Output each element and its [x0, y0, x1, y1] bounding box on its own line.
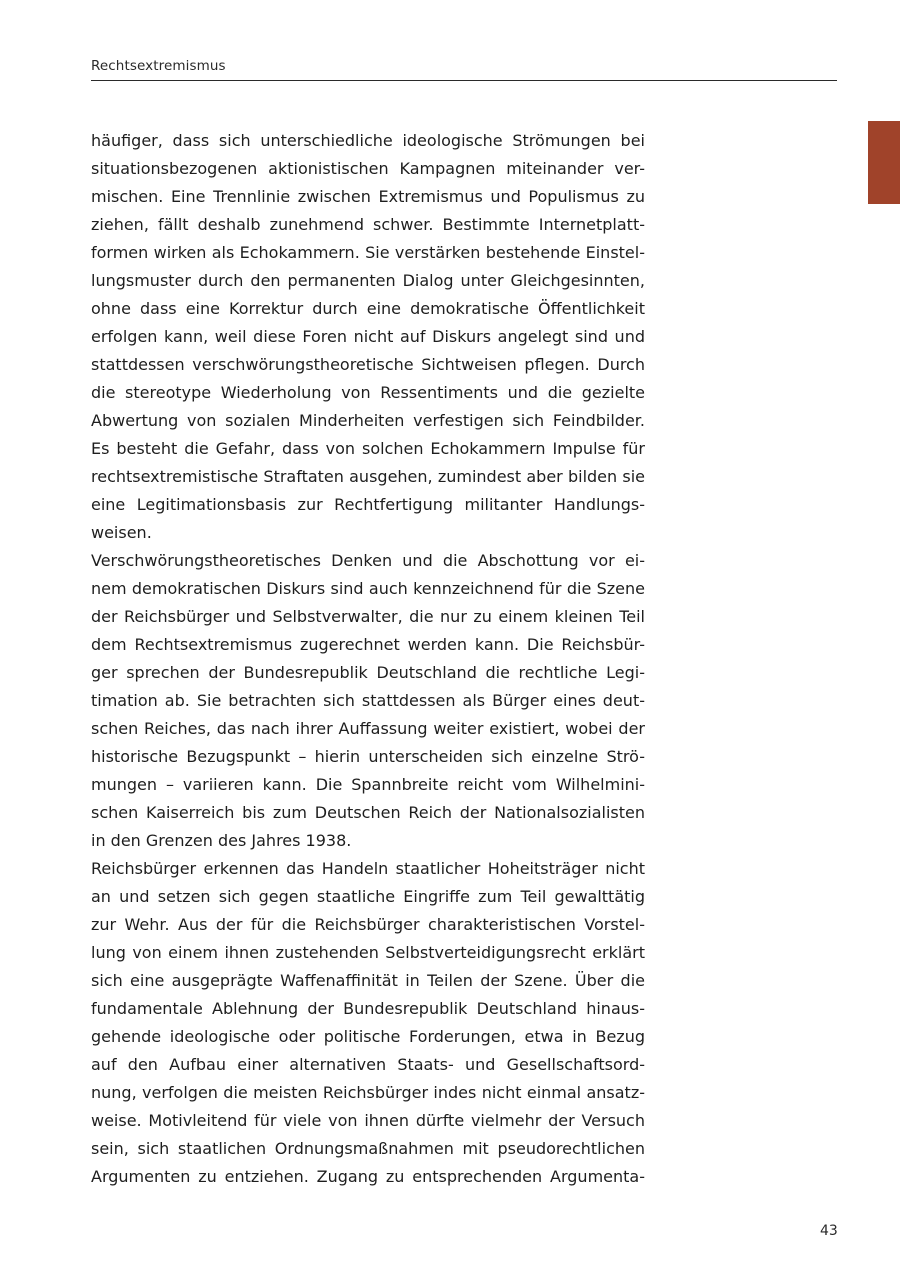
page-number: 43 [820, 1223, 838, 1239]
text-line: Argumenten zu entziehen. Zugang zu entsprechenden Argumenta- [91, 1167, 645, 1186]
text-line: weisen. [91, 523, 152, 542]
text-line: der Reichsbürger und Selbstverwalter, die nur zu einem kleinen Teil [91, 607, 645, 626]
text-line: ziehen, fällt deshalb zunehmend schwer. Bestimmte Internetplatt- [91, 215, 645, 234]
text-line: an und setzen sich gegen staatliche Eingriffe zum Teil gewalttätig [91, 887, 645, 906]
text-line: gehende ideologische oder politische Forderungen, etwa in Bezug [91, 1027, 645, 1046]
text-line: Abwertung von sozialen Minderheiten verfestigen sich Feindbilder. [91, 411, 645, 430]
text-line: in den Grenzen des Jahres 1938. [91, 831, 352, 850]
body-text [91, 127, 645, 1191]
text-line: schen Kaiserreich bis zum Deutschen Reich der Nationalsozialisten [91, 803, 645, 822]
text-line: mungen – variieren kann. Die Spannbreite reicht vom Wilhelmini- [91, 775, 645, 794]
text-line: weise. Motivleitend für viele von ihnen dürfte vielmehr der Versuch [91, 1111, 645, 1130]
text-line: nung, verfolgen die meisten Reichsbürger indes nicht einmal ansatz- [91, 1083, 645, 1102]
text-line: nem demokratischen Diskurs sind auch kennzeichnend für die Szene [91, 579, 645, 598]
chapter-tab-marker [868, 121, 900, 204]
text-line: rechtsextremistische Straftaten ausgehen, zumindest aber bilden sie [91, 467, 645, 486]
text-line: erfolgen kann, weil diese Foren nicht auf Diskurs angelegt sind und [91, 327, 645, 346]
text-line: dem Rechtsextremismus zugerechnet werden kann. Die Reichsbür- [91, 635, 645, 654]
text-line: auf den Aufbau einer alternativen Staats- und Gesellschaftsord- [91, 1055, 645, 1074]
text-line: ohne dass eine Korrektur durch eine demokratische Öffentlichkeit [91, 299, 645, 318]
text-line: situationsbezogenen aktionistischen Kampagnen miteinander ver- [91, 159, 645, 178]
paragraph [91, 855, 645, 1191]
text-line: Es besteht die Gefahr, dass von solchen Echokammern Impulse für [91, 439, 645, 458]
text-line: lung von einem ihnen zustehenden Selbstverteidigungsrecht erklärt [91, 943, 645, 962]
text-line: timation ab. Sie betrachten sich stattdessen als Bürger eines deut- [91, 691, 645, 710]
paragraph [91, 547, 645, 855]
text-line: sich eine ausgeprägte Waffenaffinität in Teilen der Szene. Über die [91, 971, 645, 990]
text-line: schen Reiches, das nach ihrer Auffassung weiter existiert, wobei der [91, 719, 645, 738]
text-line: zur Wehr. Aus der für die Reichsbürger charakteristischen Vorstel- [91, 915, 645, 934]
text-line: mischen. Eine Trennlinie zwischen Extremismus und Populismus zu [91, 187, 645, 206]
text-line: Reichsbürger erkennen das Handeln staatlicher Hoheitsträger nicht [91, 859, 645, 878]
header-rule [91, 80, 837, 81]
running-header: Rechtsextremismus [91, 58, 226, 74]
text-line: fundamentale Ablehnung der Bundesrepublik Deutschland hinaus- [91, 999, 645, 1018]
text-line: stattdessen verschwörungstheoretische Sichtweisen pflegen. Durch [91, 355, 645, 374]
paragraph [91, 127, 645, 547]
text-line: die stereotype Wiederholung von Ressentiments und die gezielte [91, 383, 645, 402]
text-line: historische Bezugspunkt – hierin unterscheiden sich einzelne Strö- [91, 747, 645, 766]
text-line: häufiger, dass sich unterschiedliche ideologische Strömungen bei [91, 131, 645, 150]
text-line: eine Legitimationsbasis zur Rechtfertigung militanter Handlungs- [91, 495, 645, 514]
text-line: Verschwörungstheoretisches Denken und die Abschottung vor ei- [91, 551, 645, 570]
text-line: lungsmuster durch den permanenten Dialog unter Gleichgesinnten, [91, 271, 645, 290]
text-line: sein, sich staatlichen Ordnungsmaßnahmen mit pseudorechtlichen [91, 1139, 645, 1158]
text-line: ger sprechen der Bundesrepublik Deutschland die rechtliche Legi- [91, 663, 645, 682]
text-line: formen wirken als Echokammern. Sie verstärken bestehende Einstel- [91, 243, 645, 262]
